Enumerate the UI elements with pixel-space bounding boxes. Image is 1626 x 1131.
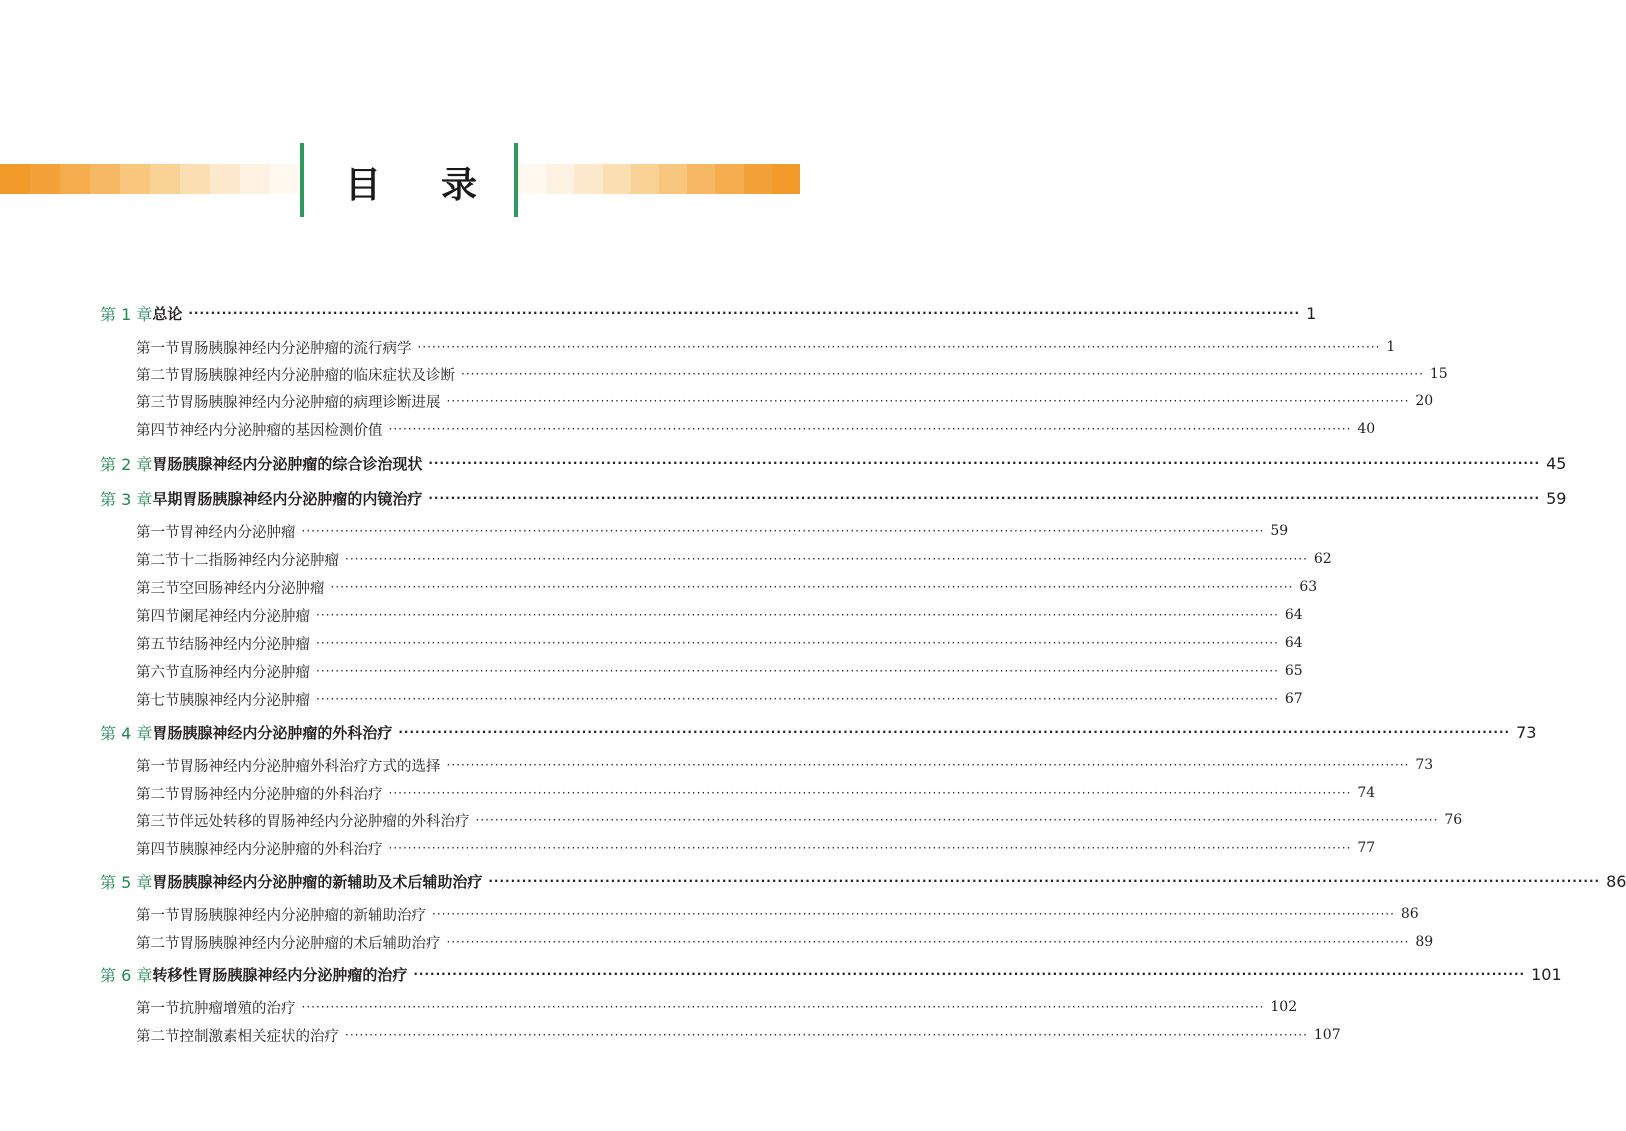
page-number: 15 [1429, 366, 1448, 382]
band-segment [210, 164, 240, 194]
band-segment [270, 164, 300, 194]
page-number: 65 [1284, 663, 1303, 679]
band-segment [0, 164, 30, 194]
leader-dots: ········································································································································································································ [301, 524, 1265, 538]
section-title: 胃肠胰腺神经内分泌肿瘤的术后辅助治疗 [179, 935, 441, 952]
chapter-title: 转移性胃肠胰腺神经内分泌肿瘤的治疗 [152, 965, 408, 984]
band-segment [603, 164, 631, 194]
page-number: 63 [1299, 579, 1318, 595]
section-number: 第一节 [136, 340, 180, 357]
toc-section-row[interactable] [100, 686, 1303, 712]
section-title: 胃肠神经内分泌肿瘤外科治疗方式的选择 [179, 758, 441, 775]
page-number: 45 [1546, 453, 1567, 473]
page-number: 73 [1516, 722, 1537, 742]
leader-dots: ········································································································································································································ [428, 491, 1541, 505]
page-number: 1 [1386, 339, 1396, 355]
section-title: 胃神经内分泌肿瘤 [179, 524, 296, 541]
leader-dots: ········································································································································································································ [188, 306, 1301, 320]
band-segment [150, 164, 180, 194]
leader-dots: ········································································································································································································ [330, 580, 1294, 594]
chapter-number: 第 5 章 [100, 872, 153, 892]
section-number: 第二节 [136, 935, 180, 952]
leader-dots: ········································································································································································································ [432, 907, 1395, 921]
section-number: 第四节 [136, 841, 180, 858]
band-segment [90, 164, 120, 194]
band-segment [518, 164, 546, 194]
page-number: 1 [1306, 303, 1317, 323]
section-number: 第四节 [136, 608, 180, 625]
band-segment [60, 164, 90, 194]
page-number: 73 [1415, 757, 1434, 773]
section-number: 第二节 [136, 1028, 180, 1045]
page-number: 62 [1313, 551, 1332, 567]
page-number: 67 [1284, 691, 1303, 707]
toc-section-row[interactable] [100, 574, 1318, 600]
toc-section-row[interactable] [100, 658, 1303, 684]
section-title: 胃肠胰腺神经内分泌肿瘤的临床症状及诊断 [179, 367, 455, 384]
section-number: 第二节 [136, 367, 180, 384]
chapter-number: 第 2 章 [100, 454, 153, 474]
toc-section-row[interactable] [100, 1022, 1341, 1048]
leader-dots: ········································································································································································································ [316, 608, 1279, 622]
toc-section-row[interactable] [100, 602, 1303, 628]
section-title: 伴远处转移的胃肠神经内分泌肿瘤的外科治疗 [179, 813, 470, 830]
page-number: 102 [1270, 999, 1298, 1015]
section-title: 胰腺神经内分泌肿瘤 [179, 692, 310, 709]
page-title-char-2: 录 [441, 164, 478, 206]
section-number: 第三节 [136, 394, 180, 411]
section-title: 结肠神经内分泌肿瘤 [179, 636, 310, 653]
band-segment [631, 164, 659, 194]
page-number: 86 [1400, 906, 1419, 922]
toc-section-row[interactable] [100, 807, 1463, 833]
section-number: 第二节 [136, 786, 180, 803]
toc-chapter-row[interactable] [100, 450, 1567, 476]
page-number: 74 [1357, 785, 1376, 801]
band-segment [715, 164, 743, 194]
leader-dots: ········································································································································································································ [446, 935, 1410, 949]
leader-dots: ········································································································································································································ [475, 813, 1439, 827]
leader-dots: ········································································································································································································ [345, 552, 1308, 566]
toc-chapter-row[interactable] [100, 961, 1562, 987]
band-segment [240, 164, 270, 194]
section-title: 胃肠胰腺神经内分泌肿瘤的病理诊断进展 [179, 394, 441, 411]
band-segment [687, 164, 715, 194]
band-segment [659, 164, 687, 194]
page-number: 59 [1270, 523, 1289, 539]
page-number: 101 [1531, 964, 1562, 984]
leader-dots: ········································································································································································································ [413, 967, 1526, 981]
toc-section-row[interactable] [100, 416, 1376, 442]
section-title: 胃肠胰腺神经内分泌肿瘤的新辅助治疗 [179, 907, 426, 924]
band-segment [574, 164, 602, 194]
band-segment [772, 164, 800, 194]
toc-chapter-row[interactable] [100, 485, 1567, 511]
section-title: 抗肿瘤增殖的治疗 [179, 1000, 296, 1017]
toc-chapter-row[interactable] [100, 868, 1626, 894]
header-band-left [0, 164, 300, 194]
page-number: 107 [1313, 1027, 1341, 1043]
chapter-number: 第 6 章 [100, 965, 153, 985]
page-number: 64 [1284, 607, 1303, 623]
leader-dots: ········································································································································································································ [301, 1000, 1265, 1014]
section-number: 第五节 [136, 636, 180, 653]
leader-dots: ········································································································································································································ [446, 758, 1410, 772]
page-number: 86 [1606, 871, 1626, 891]
leader-dots: ········································································································································································································ [461, 367, 1424, 381]
leader-dots: ········································································································································································································ [417, 340, 1381, 354]
toc-section-row[interactable] [100, 780, 1376, 806]
leader-dots: ········································································································································································································ [488, 874, 1601, 888]
band-segment [30, 164, 60, 194]
page-title-char-1: 目 [344, 164, 381, 206]
page-title [304, 158, 518, 206]
section-title: 胃肠神经内分泌肿瘤的外科治疗 [179, 786, 383, 803]
leader-dots: ········································································································································································································ [316, 664, 1279, 678]
page-number: 40 [1357, 421, 1376, 437]
section-number: 第三节 [136, 580, 180, 597]
section-number: 第二节 [136, 552, 180, 569]
chapter-title: 总论 [152, 304, 183, 323]
page-number: 76 [1444, 812, 1463, 828]
leader-dots: ········································································································································································································ [428, 456, 1541, 470]
chapter-number: 第 3 章 [100, 489, 153, 509]
page-number: 20 [1415, 393, 1434, 409]
section-number: 第三节 [136, 813, 180, 830]
leader-dots: ········································································································································································································ [345, 1028, 1308, 1042]
leader-dots: ········································································································································································································ [316, 692, 1279, 706]
toc-section-row[interactable] [100, 752, 1434, 778]
chapter-number: 第 4 章 [100, 723, 153, 743]
band-segment [180, 164, 210, 194]
chapter-title: 胃肠胰腺神经内分泌肿瘤的新辅助及术后辅助治疗 [152, 872, 483, 891]
leader-dots: ········································································································································································································ [388, 841, 1352, 855]
page-number: 59 [1546, 488, 1567, 508]
toc-section-row[interactable] [100, 388, 1434, 414]
section-title: 胰腺神经内分泌肿瘤的外科治疗 [179, 841, 383, 858]
toc-section-row[interactable] [100, 334, 1396, 360]
section-title: 直肠神经内分泌肿瘤 [179, 664, 310, 681]
section-title: 胃肠胰腺神经内分泌肿瘤的流行病学 [179, 340, 412, 357]
toc-section-row[interactable] [100, 835, 1376, 861]
section-title: 十二指肠神经内分泌肿瘤 [179, 552, 339, 569]
toc-section-row[interactable] [100, 630, 1303, 656]
page-number: 77 [1357, 840, 1376, 856]
section-number: 第一节 [136, 907, 180, 924]
page-number: 89 [1415, 934, 1434, 950]
section-title: 空回肠神经内分泌肿瘤 [179, 580, 325, 597]
section-title: 控制激素相关症状的治疗 [179, 1028, 339, 1045]
section-number: 第一节 [136, 524, 180, 541]
chapter-title: 胃肠胰腺神经内分泌肿瘤的综合诊治现状 [152, 454, 423, 473]
chapter-title: 早期胃肠胰腺神经内分泌肿瘤的内镜治疗 [152, 489, 423, 508]
toc-section-row[interactable] [100, 929, 1434, 955]
section-number: 第六节 [136, 664, 180, 681]
band-segment [546, 164, 574, 194]
chapter-number: 第 1 章 [100, 304, 153, 324]
toc-section-row[interactable] [100, 546, 1332, 572]
leader-dots: ········································································································································································································ [316, 636, 1279, 650]
header-band-right [518, 164, 800, 194]
toc-chapter-row[interactable] [100, 300, 1317, 326]
toc-section-row[interactable] [100, 518, 1289, 544]
chapter-title: 胃肠胰腺神经内分泌肿瘤的外科治疗 [152, 723, 393, 742]
toc-section-row[interactable] [100, 901, 1419, 927]
section-number: 第七节 [136, 692, 180, 709]
leader-dots: ········································································································································································································ [388, 422, 1352, 436]
leader-dots: ········································································································································································································ [388, 786, 1352, 800]
leader-dots: ········································································································································································································ [446, 394, 1410, 408]
section-number: 第一节 [136, 1000, 180, 1017]
page-number: 64 [1284, 635, 1303, 651]
toc-section-row[interactable] [100, 994, 1298, 1020]
toc-chapter-row[interactable] [100, 719, 1537, 745]
leader-dots: ········································································································································································································ [398, 725, 1511, 739]
section-number: 第一节 [136, 758, 180, 775]
band-segment [120, 164, 150, 194]
section-number: 第四节 [136, 422, 180, 439]
section-title: 阑尾神经内分泌肿瘤 [179, 608, 310, 625]
band-segment [744, 164, 772, 194]
toc-section-row[interactable] [100, 361, 1448, 387]
section-title: 神经内分泌肿瘤的基因检测价值 [179, 422, 383, 439]
